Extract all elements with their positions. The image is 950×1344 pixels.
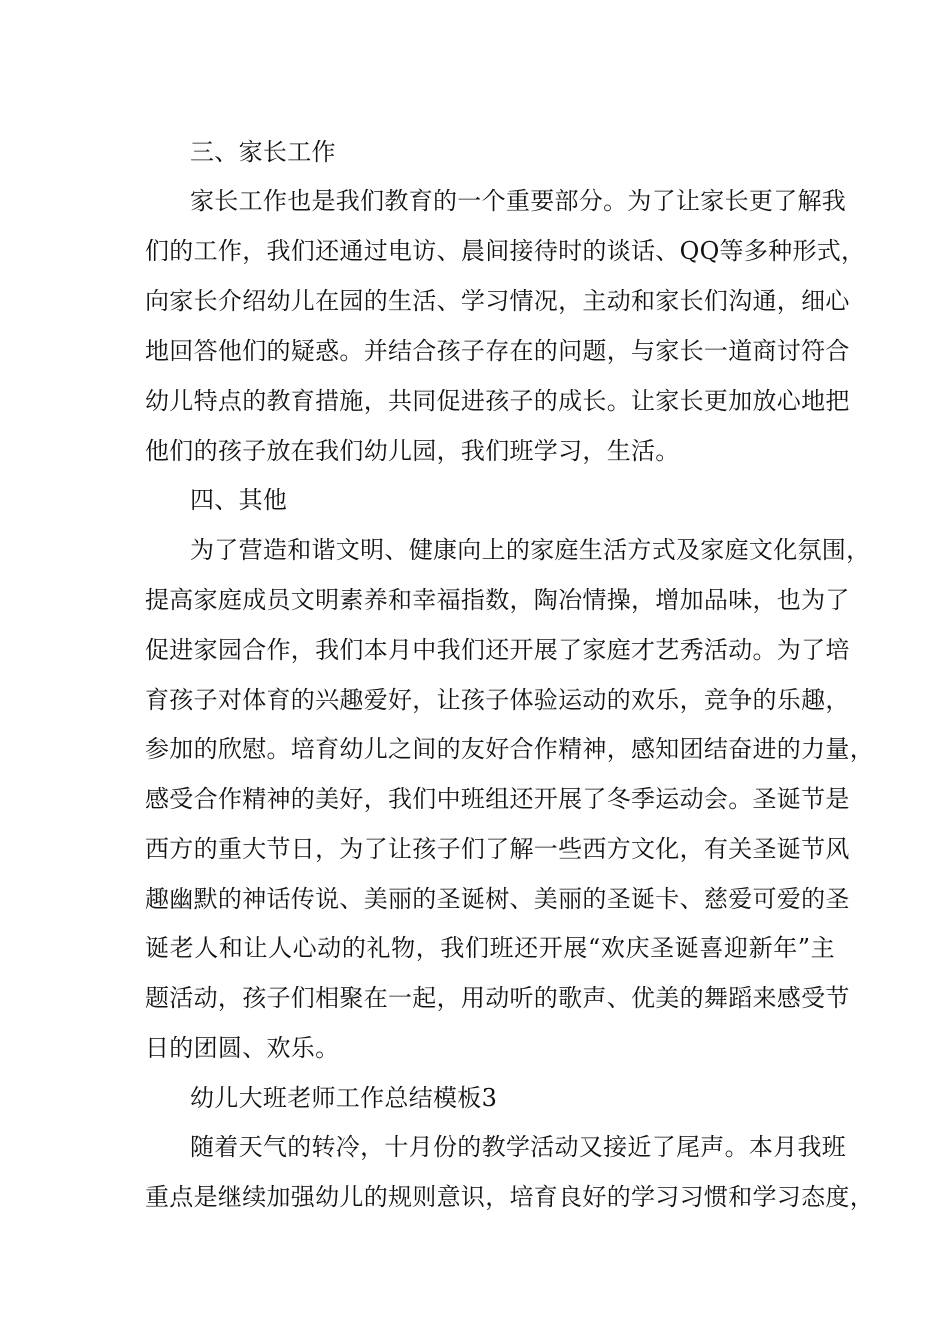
paragraph-line: 们的工作，我们还通过电访、晨间接待时的谈话、QQ等多种形式， <box>145 237 866 265</box>
paragraph-line: 参加的欣慰。培育幼儿之间的友好合作精神，感知团结奋进的力量， <box>145 735 874 763</box>
paragraph-line: 促进家园合作，我们本月中我们还开展了家庭才艺秀活动。为了培 <box>145 636 850 664</box>
paragraph-line: 重点是继续加强幼儿的规则意识，培育良好的学习习惯和学习态度， <box>145 1183 874 1211</box>
paragraph-line: 提高家庭成员文明素养和幸福指数，陶冶情操，增加品味，也为了 <box>145 586 850 614</box>
paragraph-line: 西方的重大节日，为了让孩子们了解一些西方文化，有关圣诞节风 <box>145 835 850 863</box>
paragraph-line: 诞老人和让人心动的礼物，我们班还开展“欢庆圣诞喜迎新年”主 <box>145 934 835 962</box>
paragraph-line: 家长工作也是我们教育的一个重要部分。为了让家长更了解我 <box>190 187 847 215</box>
paragraph-line: 他们的孩子放在我们幼儿园，我们班学习，生活。 <box>145 437 680 465</box>
paragraph-line: 感受合作精神的美好，我们中班组还开展了冬季运动会。圣诞节是 <box>145 785 850 813</box>
paragraph-line: 随着天气的转冷，十月份的教学活动又接近了尾声。本月我班 <box>190 1133 847 1161</box>
section-heading-parent-work: 三、家长工作 <box>190 138 336 166</box>
paragraph-line: 题活动，孩子们相聚在一起，用动听的歌声、优美的舞蹈来感受节 <box>145 984 850 1012</box>
paragraph-line: 向家长介绍幼儿在园的生活、学习情况，主动和家长们沟通，细心 <box>145 287 850 315</box>
paragraph-line: 为了营造和谐文明、健康向上的家庭生活方式及家庭文化氛围， <box>190 536 871 564</box>
paragraph-line: 育孩子对体育的兴趣爱好，让孩子体验运动的欢乐，竞争的乐趣， <box>145 686 850 714</box>
paragraph-line: 趣幽默的神话传说、美丽的圣诞树、美丽的圣诞卡、慈爱可爱的圣 <box>145 885 850 913</box>
paragraph-line: 幼儿特点的教育措施，共同促进孩子的成长。让家长更加放心地把 <box>145 387 850 415</box>
paragraph-line: 日的团圆、欢乐。 <box>145 1034 340 1062</box>
paragraph-line: 地回答他们的疑惑。并结合孩子存在的问题，与家长一道商讨符合 <box>145 337 850 365</box>
section-heading-other: 四、其他 <box>190 486 288 514</box>
template-title: 幼儿大班老师工作总结模板3 <box>190 1084 498 1112</box>
